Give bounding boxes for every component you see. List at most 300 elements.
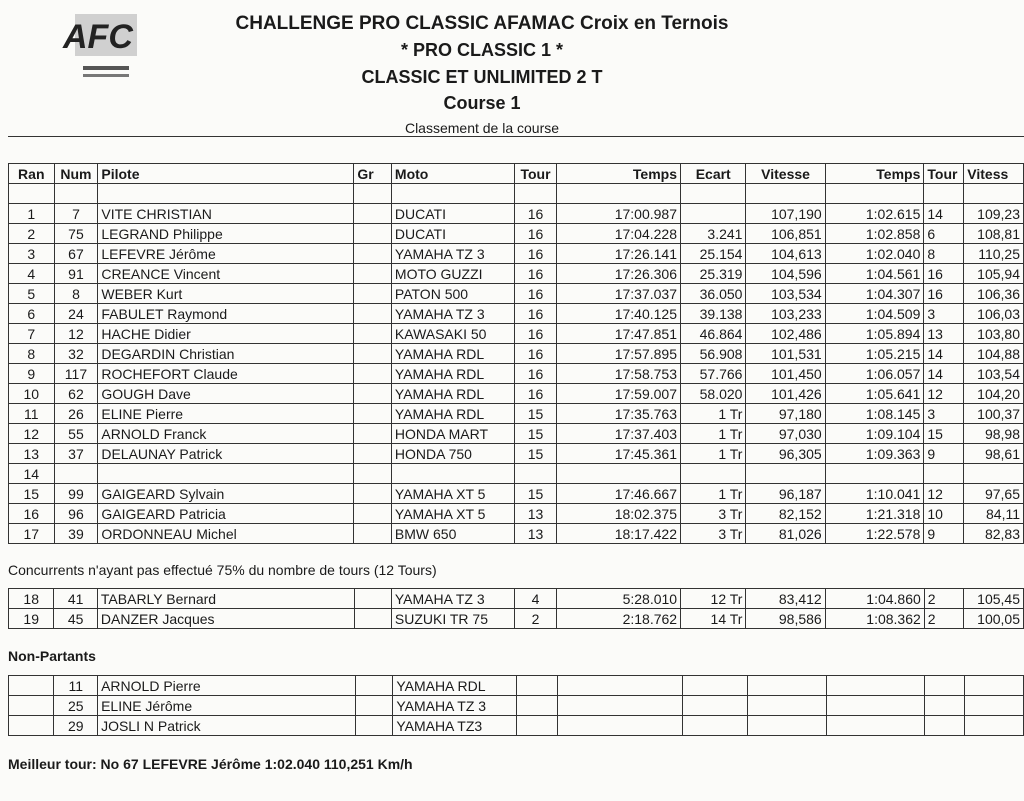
table-cell: 57.766 xyxy=(681,364,746,384)
table-cell: 2 xyxy=(924,609,963,629)
table-cell: 14 xyxy=(9,464,55,484)
table-cell: 17:57.895 xyxy=(556,344,680,364)
table-cell xyxy=(9,696,54,716)
table-cell: LEFEVRE Jérôme xyxy=(98,244,354,264)
table-cell xyxy=(516,696,557,716)
table-cell: 1:02.615 xyxy=(825,204,924,224)
table-cell: 14 xyxy=(924,344,964,364)
table-cell: 16 xyxy=(515,364,557,384)
table-row xyxy=(9,364,1024,384)
table-cell xyxy=(825,464,924,484)
table-cell: 4 xyxy=(515,589,556,609)
table-cell: FABULET Raymond xyxy=(98,304,354,324)
table-cell xyxy=(515,464,557,484)
table-cell: 15 xyxy=(515,424,557,444)
table-cell xyxy=(354,444,392,464)
table-cell: 14 Tr xyxy=(681,609,746,629)
table-cell xyxy=(747,676,826,696)
table-cell xyxy=(964,716,1023,736)
table-cell: 2:18.762 xyxy=(556,609,680,629)
header-row xyxy=(9,164,1024,184)
column-header: Vitess xyxy=(964,164,1024,184)
table-cell: 12 xyxy=(9,424,55,444)
table-cell: BMW 650 xyxy=(391,524,514,544)
table-cell: 39.138 xyxy=(681,304,746,324)
table-cell xyxy=(516,716,557,736)
table-cell: 98,98 xyxy=(964,424,1024,444)
table-cell: 12 xyxy=(924,484,964,504)
threshold-note: Concurrents n'ayant pas effectué 75% du nombre de tours (12 Tours) xyxy=(8,562,437,578)
table-cell: 1:06.057 xyxy=(825,364,924,384)
table-cell: LEGRAND Philippe xyxy=(98,224,354,244)
table-cell: 8 xyxy=(9,344,55,364)
table-cell: 82,83 xyxy=(964,524,1024,544)
table-cell: 9 xyxy=(924,524,964,544)
table-cell: 12 xyxy=(924,384,964,404)
table-cell xyxy=(516,676,557,696)
table-cell xyxy=(826,716,925,736)
column-header: Vitesse xyxy=(746,164,825,184)
table-cell: YAMAHA TZ 3 xyxy=(391,589,514,609)
table-cell: 13 xyxy=(515,504,557,524)
table-cell xyxy=(354,524,392,544)
table-cell: 1 Tr xyxy=(681,484,746,504)
table-cell: 17:37.037 xyxy=(556,284,680,304)
table-row xyxy=(9,524,1024,544)
table-cell: 110,25 xyxy=(964,244,1024,264)
table-cell: 96,305 xyxy=(746,444,825,464)
table-cell: 11 xyxy=(9,404,55,424)
table-cell xyxy=(826,696,925,716)
table-cell: 105,45 xyxy=(964,589,1024,609)
table-cell: 1:21.318 xyxy=(825,504,924,524)
table-cell: 29 xyxy=(54,716,98,736)
subtitle: Classement de la course xyxy=(404,120,560,136)
table-cell: 7 xyxy=(9,324,55,344)
table-cell xyxy=(354,204,392,224)
table-cell xyxy=(964,696,1023,716)
column-header: Tour xyxy=(924,164,964,184)
table-cell: 67 xyxy=(54,244,98,264)
table-cell: 6 xyxy=(924,224,964,244)
table-cell: ELINE Jérôme xyxy=(98,696,356,716)
table-cell: 108,81 xyxy=(964,224,1024,244)
table-cell: 12 xyxy=(54,324,98,344)
table-cell: 109,23 xyxy=(964,204,1024,224)
table-cell: WEBER Kurt xyxy=(98,284,354,304)
non-partants-title: Non-Partants xyxy=(8,648,96,664)
table-cell xyxy=(354,589,391,609)
table-cell: 2 xyxy=(9,224,55,244)
table-cell: 18 xyxy=(9,589,54,609)
column-header: Ran xyxy=(9,164,55,184)
table-cell: 3 Tr xyxy=(681,524,746,544)
column-header: Tour xyxy=(515,164,557,184)
table-cell: 104,88 xyxy=(964,344,1024,364)
table-cell xyxy=(354,224,392,244)
table-cell: 100,37 xyxy=(964,404,1024,424)
table-cell: 101,450 xyxy=(746,364,825,384)
table-cell: 98,586 xyxy=(746,609,825,629)
table-cell: 8 xyxy=(54,284,98,304)
table-cell: HACHE Didier xyxy=(98,324,354,344)
table-row xyxy=(9,264,1024,284)
table-cell: 107,190 xyxy=(746,204,825,224)
table-cell: 104,596 xyxy=(746,264,825,284)
column-header: Moto xyxy=(391,164,514,184)
table-cell: 3 xyxy=(924,304,964,324)
table-cell: MOTO GUZZI xyxy=(391,264,514,284)
table-cell xyxy=(354,484,392,504)
table-cell: 1:08.145 xyxy=(825,404,924,424)
table-cell xyxy=(826,676,925,696)
table-cell: 97,180 xyxy=(746,404,825,424)
table-cell xyxy=(354,244,392,264)
table-cell: 17:26.306 xyxy=(556,264,680,284)
table-cell: YAMAHA XT 5 xyxy=(391,484,514,504)
table-row xyxy=(9,244,1024,264)
table-cell: 15 xyxy=(9,484,55,504)
table-cell: 17:58.753 xyxy=(556,364,680,384)
table-cell: ARNOLD Pierre xyxy=(98,676,356,696)
table-row xyxy=(9,464,1024,484)
table-cell: TABARLY Bernard xyxy=(97,589,354,609)
table-row xyxy=(9,504,1024,524)
table-cell: 26 xyxy=(54,404,98,424)
table-cell: 32 xyxy=(54,344,98,364)
svg-text:AFC: AFC xyxy=(63,18,133,56)
table-cell: 103,54 xyxy=(964,364,1024,384)
table-cell: CREANCE Vincent xyxy=(98,264,354,284)
table-cell xyxy=(682,716,747,736)
table-row xyxy=(9,609,1024,629)
table-cell: 16 xyxy=(515,244,557,264)
table-cell: 100,05 xyxy=(964,609,1024,629)
title-line-3: CLASSIC ET UNLIMITED 2 T xyxy=(361,67,603,87)
column-header: Temps xyxy=(556,164,680,184)
table-cell: 18:02.375 xyxy=(556,504,680,524)
table-cell: 98,61 xyxy=(964,444,1024,464)
table-cell: 9 xyxy=(924,444,964,464)
table-cell xyxy=(681,464,746,484)
table-cell: 16 xyxy=(9,504,55,524)
table-cell: 16 xyxy=(515,344,557,364)
table-cell xyxy=(354,324,392,344)
table-cell: YAMAHA RDL xyxy=(391,364,514,384)
table-cell: 16 xyxy=(515,264,557,284)
table-cell: 18:17.422 xyxy=(556,524,680,544)
table-cell: 15 xyxy=(924,424,964,444)
table-cell: 55 xyxy=(54,424,98,444)
table-cell: 10 xyxy=(9,384,55,404)
table-cell: 58.020 xyxy=(681,384,746,404)
table-cell: 1:09.104 xyxy=(825,424,924,444)
table-row xyxy=(9,484,1024,504)
table-cell: 17:26.141 xyxy=(556,244,680,264)
table-row xyxy=(9,344,1024,364)
table-cell: 25 xyxy=(54,696,98,716)
table-cell: 97,030 xyxy=(746,424,825,444)
table-cell: 1:02.858 xyxy=(825,224,924,244)
table-cell: GAIGEARD Sylvain xyxy=(98,484,354,504)
table-cell: 102,486 xyxy=(746,324,825,344)
table-cell xyxy=(354,364,392,384)
table-cell xyxy=(747,696,826,716)
table-cell xyxy=(54,464,98,484)
table-cell: YAMAHA TZ 3 xyxy=(391,244,514,264)
table-cell: DUCATI xyxy=(391,224,514,244)
table-cell: 12 Tr xyxy=(681,589,746,609)
table-cell: 81,026 xyxy=(746,524,825,544)
table-cell xyxy=(558,696,682,716)
table-cell: 1:04.860 xyxy=(825,589,924,609)
table-cell: 16 xyxy=(924,264,964,284)
table-cell: 96 xyxy=(54,504,98,524)
table-cell xyxy=(355,696,393,716)
table-cell xyxy=(682,696,747,716)
table-cell: 17:40.125 xyxy=(556,304,680,324)
table-cell: 103,80 xyxy=(964,324,1024,344)
table-cell: 1:08.362 xyxy=(825,609,924,629)
table-cell: 1:09.363 xyxy=(825,444,924,464)
table-cell: 56.908 xyxy=(681,344,746,364)
table-cell: 1:04.509 xyxy=(825,304,924,324)
table-row xyxy=(9,304,1024,324)
table-cell: 41 xyxy=(54,589,97,609)
table-cell: YAMAHA RDL xyxy=(391,344,514,364)
table-cell: JOSLI N Patrick xyxy=(98,716,356,736)
table-cell: 4 xyxy=(9,264,55,284)
table-cell: 6 xyxy=(9,304,55,324)
table-cell xyxy=(9,716,54,736)
table-cell: 1:02.040 xyxy=(825,244,924,264)
table-cell: DELAUNAY Patrick xyxy=(98,444,354,464)
results-table xyxy=(8,163,1024,544)
table-row xyxy=(9,204,1024,224)
table-row xyxy=(9,404,1024,424)
table-row xyxy=(9,224,1024,244)
table-cell: 105,94 xyxy=(964,264,1024,284)
table-cell: 1:04.561 xyxy=(825,264,924,284)
table-cell xyxy=(924,464,964,484)
non-partants-table xyxy=(8,675,1024,736)
table-cell: HONDA MART xyxy=(391,424,514,444)
table-cell xyxy=(98,464,354,484)
title-line-2: * PRO CLASSIC 1 * xyxy=(400,40,564,60)
table-cell: 17:35.763 xyxy=(556,404,680,424)
table-cell: 5:28.010 xyxy=(556,589,680,609)
table-cell: 16 xyxy=(924,284,964,304)
table-cell: 103,534 xyxy=(746,284,825,304)
table-cell: 101,531 xyxy=(746,344,825,364)
table-cell xyxy=(964,464,1024,484)
table-cell xyxy=(354,424,392,444)
table-cell: ROCHEFORT Claude xyxy=(98,364,354,384)
column-header: Pilote xyxy=(98,164,354,184)
incomplete-table xyxy=(8,588,1024,629)
table-cell: 13 xyxy=(515,524,557,544)
table-cell: GOUGH Dave xyxy=(98,384,354,404)
table-cell xyxy=(354,404,392,424)
table-cell: 14 xyxy=(924,204,964,224)
table-cell: 1:05.641 xyxy=(825,384,924,404)
divider xyxy=(8,136,1024,137)
table-cell: VITE CHRISTIAN xyxy=(98,204,354,224)
table-cell: 9 xyxy=(9,364,55,384)
table-cell xyxy=(354,284,392,304)
table-cell: YAMAHA TZ 3 xyxy=(393,696,517,716)
column-header: Num xyxy=(54,164,98,184)
table-cell: 45 xyxy=(54,609,97,629)
table-cell xyxy=(681,204,746,224)
table-cell: KAWASAKI 50 xyxy=(391,324,514,344)
table-cell: 1:04.307 xyxy=(825,284,924,304)
table-cell: DEGARDIN Christian xyxy=(98,344,354,364)
table-cell: YAMAHA XT 5 xyxy=(391,504,514,524)
table-cell xyxy=(747,716,826,736)
table-cell xyxy=(925,696,965,716)
table-cell: 106,851 xyxy=(746,224,825,244)
table-cell: 17 xyxy=(9,524,55,544)
table-row xyxy=(9,324,1024,344)
table-cell: 8 xyxy=(924,244,964,264)
table-cell xyxy=(964,676,1023,696)
table-cell: 19 xyxy=(9,609,54,629)
table-cell: 17:47.851 xyxy=(556,324,680,344)
table-cell: HONDA 750 xyxy=(391,444,514,464)
table-cell: 16 xyxy=(515,304,557,324)
table-cell: 16 xyxy=(515,384,557,404)
table-cell: 3 Tr xyxy=(681,504,746,524)
table-cell: GAIGEARD Patricia xyxy=(98,504,354,524)
table-cell: 82,152 xyxy=(746,504,825,524)
table-cell: 106,03 xyxy=(964,304,1024,324)
table-cell: 15 xyxy=(515,484,557,504)
table-cell: 17:00.987 xyxy=(556,204,680,224)
table-cell: YAMAHA TZ3 xyxy=(393,716,517,736)
table-cell: ELINE Pierre xyxy=(98,404,354,424)
table-cell xyxy=(682,676,747,696)
table-cell: 46.864 xyxy=(681,324,746,344)
table-cell: 10 xyxy=(924,504,964,524)
table-cell: ORDONNEAU Michel xyxy=(98,524,354,544)
table-row xyxy=(9,589,1024,609)
table-cell: 62 xyxy=(54,384,98,404)
column-header: Gr xyxy=(354,164,392,184)
table-cell: 1:22.578 xyxy=(825,524,924,544)
table-cell: DANZER Jacques xyxy=(97,609,354,629)
spacer-row xyxy=(9,184,1024,204)
table-cell: 15 xyxy=(515,404,557,424)
table-cell: 15 xyxy=(515,444,557,464)
table-cell: 3 xyxy=(9,244,55,264)
table-cell: YAMAHA RDL xyxy=(391,404,514,424)
table-cell: 24 xyxy=(54,304,98,324)
table-cell: 1:10.041 xyxy=(825,484,924,504)
table-cell: 1 Tr xyxy=(681,424,746,444)
table-cell: 25.319 xyxy=(681,264,746,284)
table-cell xyxy=(391,464,514,484)
table-cell: 3.241 xyxy=(681,224,746,244)
table-cell: 104,20 xyxy=(964,384,1024,404)
table-cell: 2 xyxy=(924,589,963,609)
table-cell: 16 xyxy=(515,204,557,224)
table-cell: 101,426 xyxy=(746,384,825,404)
table-cell: ARNOLD Franck xyxy=(98,424,354,444)
table-cell xyxy=(558,676,682,696)
table-cell: 37 xyxy=(54,444,98,464)
table-cell: 1:05.215 xyxy=(825,344,924,364)
table-row xyxy=(9,444,1024,464)
table-cell: PATON 500 xyxy=(391,284,514,304)
table-cell: 17:46.667 xyxy=(556,484,680,504)
table-cell: 5 xyxy=(9,284,55,304)
table-cell: 75 xyxy=(54,224,98,244)
table-cell: 99 xyxy=(54,484,98,504)
table-row xyxy=(9,676,1024,696)
table-cell xyxy=(925,716,965,736)
table-cell: 1 Tr xyxy=(681,404,746,424)
table-cell xyxy=(355,716,393,736)
table-cell xyxy=(354,304,392,324)
table-cell xyxy=(354,464,392,484)
table-cell: 106,36 xyxy=(964,284,1024,304)
table-row xyxy=(9,424,1024,444)
table-cell: 25.154 xyxy=(681,244,746,264)
table-cell: 96,187 xyxy=(746,484,825,504)
table-cell xyxy=(354,264,392,284)
table-cell: YAMAHA TZ 3 xyxy=(391,304,514,324)
table-cell: 16 xyxy=(515,284,557,304)
table-cell: 1:05.894 xyxy=(825,324,924,344)
table-cell: YAMAHA RDL xyxy=(393,676,517,696)
table-cell: 2 xyxy=(515,609,556,629)
table-cell xyxy=(354,504,392,524)
table-cell: DUCATI xyxy=(391,204,514,224)
table-cell: 117 xyxy=(54,364,98,384)
table-row xyxy=(9,716,1024,736)
table-cell: SUZUKI TR 75 xyxy=(391,609,514,629)
table-cell: 16 xyxy=(515,324,557,344)
table-cell xyxy=(558,716,682,736)
table-cell xyxy=(354,609,391,629)
table-cell: 13 xyxy=(924,324,964,344)
table-cell xyxy=(355,676,393,696)
table-cell: 17:45.361 xyxy=(556,444,680,464)
table-cell: 91 xyxy=(54,264,98,284)
table-cell: 104,613 xyxy=(746,244,825,264)
title-line-1: CHALLENGE PRO CLASSIC AFAMAC Croix en Ternois xyxy=(235,13,729,34)
table-cell: YAMAHA RDL xyxy=(391,384,514,404)
table-cell xyxy=(354,344,392,364)
table-cell: 103,233 xyxy=(746,304,825,324)
column-header: Temps xyxy=(825,164,924,184)
title-line-4: Course 1 xyxy=(443,93,521,113)
best-lap: Meilleur tour: No 67 LEFEVRE Jérôme 1:02.040 110,251 Km/h xyxy=(8,756,413,772)
table-cell: 13 xyxy=(9,444,55,464)
table-cell: 97,65 xyxy=(964,484,1024,504)
table-cell: 16 xyxy=(515,224,557,244)
table-cell: 17:37.403 xyxy=(556,424,680,444)
table-cell: 39 xyxy=(54,524,98,544)
table-cell: 83,412 xyxy=(746,589,825,609)
table-row xyxy=(9,284,1024,304)
table-cell xyxy=(556,464,680,484)
table-cell: 17:04.228 xyxy=(556,224,680,244)
table-cell: 17:59.007 xyxy=(556,384,680,404)
table-row xyxy=(9,384,1024,404)
table-cell xyxy=(9,676,54,696)
